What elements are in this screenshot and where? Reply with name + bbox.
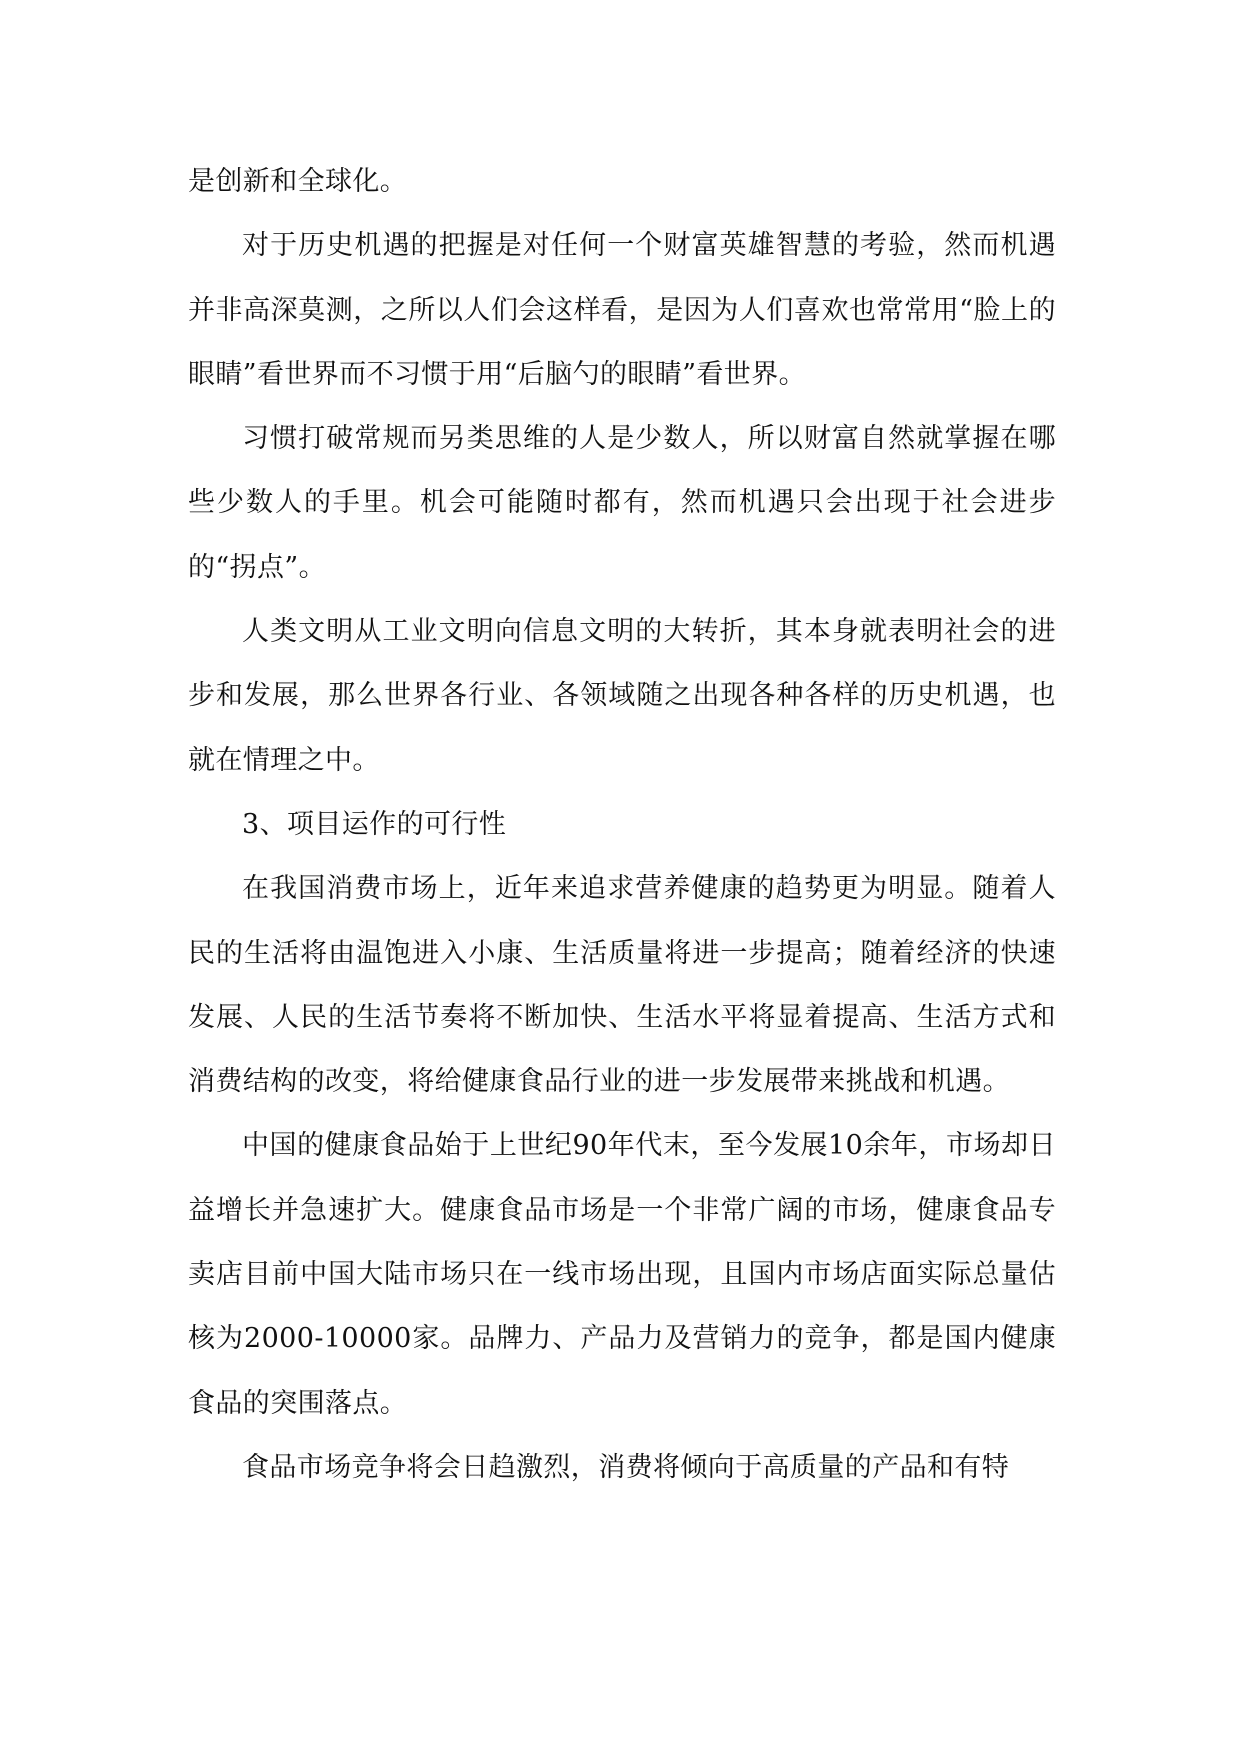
section-heading-feasibility: 3、项目运作的可行性 [242, 808, 507, 840]
paragraph-competition: 食品市场竞争将会日趋激烈，消费将倾向于高质量的产品和有特 [242, 1451, 1010, 1483]
paragraph-continuation: 是创新和全球化。 [188, 166, 408, 197]
paragraph-health-food-history: 中国的健康食品始于上世纪90年代末，至今发展10余年，市场却日益增长并急速扩大。健康食品市场是一个非常广阔的市场，健康食品专卖店目前中国大陆市场只在一线市场出现，且国内市场店面实际总量估核为2000-10000家。品牌力、产品力及营销力的竞争，都是国内健康食品的突围落点。 [188, 1130, 1056, 1419]
paragraph-minority-thinking: 习惯打破常规而另类思维的人是少数人，所以财富自然就掌握在哪些少数人的手里。机会可能随时都有，然而机遇只会出现于社会进步的“拐点”。 [188, 423, 1056, 583]
paragraph-civilization-shift: 人类文明从工业文明向信息文明的大转折，其本身就表明社会的进步和发展，那么世界各行业、各领域随之出现各种各样的历史机遇，也就在情理之中。 [188, 616, 1056, 776]
paragraph-consumer-market: 在我国消费市场上，近年来追求营养健康的趋势更为明显。随着人民的生活将由温饱进入小康、生活质量将进一步提高；随着经济的快速发展、人民的生活节奏将不断加快、生活水平将显着提高、生活方式和消费结构的改变，将给健康食品行业的进一步发展带来挑战和机遇。 [188, 873, 1056, 1098]
document-body [188, 150, 1056, 1500]
paragraph-opportunity: 对于历史机遇的把握是对任何一个财富英雄智慧的考验，然而机遇并非高深莫测，之所以人们会这样看，是因为人们喜欢也常常用“脸上的眼睛”看世界而不习惯于用“后脑勺的眼睛”看世界。 [188, 230, 1056, 390]
